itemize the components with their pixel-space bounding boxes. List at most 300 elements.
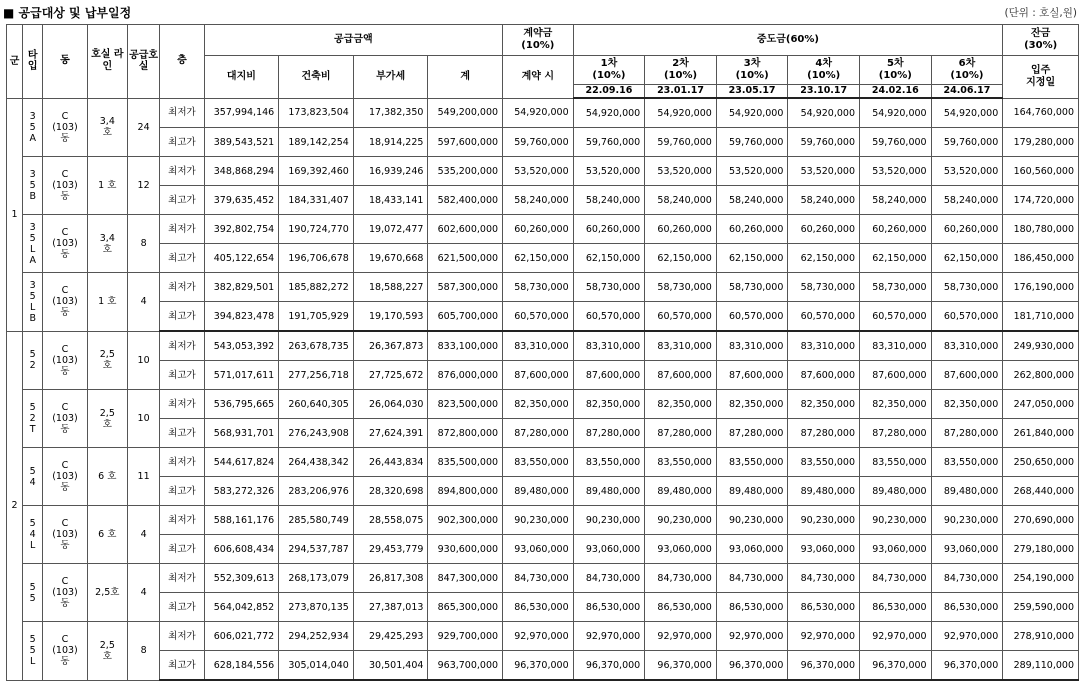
installment-cell: 58,240,000 [931, 186, 1003, 215]
total-cell: 876,000,000 [428, 361, 503, 390]
building-cost-cell: 189,142,254 [279, 128, 354, 157]
installment-cell: 58,730,000 [645, 273, 717, 302]
vat-cell: 26,817,308 [353, 564, 428, 593]
floor-cell: 최저가 [160, 622, 204, 651]
installment-cell: 60,570,000 [788, 302, 860, 332]
type-cell: 5 5 L [23, 622, 43, 681]
installment-cell: 89,480,000 [645, 477, 717, 506]
floor-cell: 최고가 [160, 535, 204, 564]
balance-cell: 181,710,000 [1003, 302, 1079, 332]
balance-cell: 261,840,000 [1003, 419, 1079, 448]
total-cell: 872,800,000 [428, 419, 503, 448]
header-installment-1: 1차 (10%) [573, 56, 645, 85]
building-cost-cell: 184,331,407 [279, 186, 354, 215]
supply-count-cell: 10 [127, 331, 159, 390]
total-cell: 929,700,000 [428, 622, 503, 651]
line-cell: 2,5호 [87, 564, 127, 622]
floor-cell: 최고가 [160, 186, 204, 215]
header-balance-sub: 입주 지정일 [1003, 56, 1079, 99]
line-cell: 3,4 호 [87, 215, 127, 273]
table-row [7, 593, 1079, 622]
supply-count-cell: 12 [127, 157, 159, 215]
installment-cell: 60,260,000 [931, 215, 1003, 244]
type-cell: 3 5 L A [23, 215, 43, 273]
installment-cell: 93,060,000 [716, 535, 788, 564]
group-cell: 1 [7, 98, 23, 331]
installment-cell: 93,060,000 [788, 535, 860, 564]
vat-cell: 18,588,227 [353, 273, 428, 302]
installment-cell: 62,150,000 [788, 244, 860, 273]
vat-cell: 17,382,350 [353, 98, 428, 128]
installment-cell: 83,310,000 [860, 331, 932, 361]
deposit-cell: 58,240,000 [503, 186, 574, 215]
building-cell: C (103) 동 [43, 564, 87, 622]
installment-cell: 59,760,000 [645, 128, 717, 157]
vat-cell: 19,170,593 [353, 302, 428, 332]
installment-cell: 90,230,000 [931, 506, 1003, 535]
building-cell: C (103) 동 [43, 448, 87, 506]
installment-cell: 62,150,000 [716, 244, 788, 273]
installment-cell: 82,350,000 [788, 390, 860, 419]
title-bar [0, 0, 1085, 22]
installment-cell: 92,970,000 [645, 622, 717, 651]
installment-cell: 89,480,000 [716, 477, 788, 506]
installment-cell: 83,550,000 [860, 448, 932, 477]
installment-cell: 87,600,000 [716, 361, 788, 390]
installment-cell: 89,480,000 [860, 477, 932, 506]
floor-cell: 최고가 [160, 477, 204, 506]
installment-cell: 86,530,000 [860, 593, 932, 622]
installment-cell: 96,370,000 [788, 651, 860, 681]
header-deposit-sub: 계약 시 [503, 56, 574, 99]
balance-cell: 176,190,000 [1003, 273, 1079, 302]
building-cost-cell: 285,580,749 [279, 506, 354, 535]
installment-cell: 58,730,000 [931, 273, 1003, 302]
type-cell: 3 5 B [23, 157, 43, 215]
vat-cell: 30,501,404 [353, 651, 428, 681]
floor-cell: 최고가 [160, 302, 204, 332]
installment-cell: 92,970,000 [860, 622, 932, 651]
land-cell: 583,272,326 [204, 477, 279, 506]
balance-cell: 259,590,000 [1003, 593, 1079, 622]
land-cell: 568,931,701 [204, 419, 279, 448]
total-cell: 605,700,000 [428, 302, 503, 332]
installment-cell: 87,600,000 [860, 361, 932, 390]
installment-cell: 60,260,000 [860, 215, 932, 244]
type-cell: 5 4 L [23, 506, 43, 564]
installment-cell: 54,920,000 [788, 98, 860, 128]
header-middle-payment: 중도금(60%) [573, 25, 1003, 56]
vat-cell: 26,064,030 [353, 390, 428, 419]
header-type: 타입 [23, 25, 43, 99]
installment-cell: 84,730,000 [573, 564, 645, 593]
installment-cell: 58,240,000 [788, 186, 860, 215]
land-cell: 536,795,665 [204, 390, 279, 419]
installment-cell: 54,920,000 [716, 98, 788, 128]
installment-cell: 92,970,000 [788, 622, 860, 651]
building-cost-cell: 260,640,305 [279, 390, 354, 419]
table-row [7, 651, 1079, 681]
installment-cell: 60,570,000 [645, 302, 717, 332]
total-cell: 535,200,000 [428, 157, 503, 186]
installment-cell: 96,370,000 [931, 651, 1003, 681]
total-cell: 833,100,000 [428, 331, 503, 361]
supply-count-cell: 10 [127, 390, 159, 448]
line-cell: 6 호 [87, 448, 127, 506]
building-cell: C (103) 동 [43, 98, 87, 157]
deposit-cell: 87,600,000 [503, 361, 574, 390]
installment-cell: 82,350,000 [645, 390, 717, 419]
installment-cell: 93,060,000 [931, 535, 1003, 564]
floor-cell: 최저가 [160, 448, 204, 477]
supply-schedule-table [6, 24, 1079, 681]
land-cell: 552,309,613 [204, 564, 279, 593]
installment-cell: 92,970,000 [573, 622, 645, 651]
vat-cell: 29,425,293 [353, 622, 428, 651]
installment-cell: 59,760,000 [716, 128, 788, 157]
table-row [7, 186, 1079, 215]
header-installment-5: 5차 (10%) [860, 56, 932, 85]
deposit-cell: 96,370,000 [503, 651, 574, 681]
installment-cell: 58,240,000 [645, 186, 717, 215]
type-cell: 3 5 A [23, 98, 43, 157]
installment-cell: 53,520,000 [645, 157, 717, 186]
installment-cell: 87,280,000 [931, 419, 1003, 448]
installment-cell: 89,480,000 [788, 477, 860, 506]
building-cell: C (103) 동 [43, 157, 87, 215]
installment-cell: 87,600,000 [573, 361, 645, 390]
installment-cell: 53,520,000 [788, 157, 860, 186]
table-row [7, 98, 1079, 128]
installment-cell: 60,260,000 [645, 215, 717, 244]
type-cell: 3 5 L B [23, 273, 43, 332]
deposit-cell: 62,150,000 [503, 244, 574, 273]
building-cost-cell: 264,438,342 [279, 448, 354, 477]
header-line: 호실 라인 [87, 25, 127, 99]
table-row [7, 622, 1079, 651]
installment-cell: 96,370,000 [645, 651, 717, 681]
installment-cell: 93,060,000 [573, 535, 645, 564]
installment-cell: 58,240,000 [860, 186, 932, 215]
installment-cell: 87,280,000 [788, 419, 860, 448]
building-cost-cell: 191,705,929 [279, 302, 354, 332]
balance-cell: 279,180,000 [1003, 535, 1079, 564]
building-cell: C (103) 동 [43, 622, 87, 681]
installment-cell: 89,480,000 [573, 477, 645, 506]
line-cell: 2,5 호 [87, 390, 127, 448]
total-cell: 902,300,000 [428, 506, 503, 535]
table-row [7, 273, 1079, 302]
balance-cell: 262,800,000 [1003, 361, 1079, 390]
header-date-5: 24.02.16 [860, 85, 932, 99]
type-cell: 5 2 T [23, 390, 43, 448]
building-cost-cell: 173,823,504 [279, 98, 354, 128]
installment-cell: 90,230,000 [788, 506, 860, 535]
supply-count-cell: 24 [127, 98, 159, 157]
header-balance: 잔금 (30%) [1003, 25, 1079, 56]
deposit-cell: 54,920,000 [503, 98, 574, 128]
building-cost-cell: 305,014,040 [279, 651, 354, 681]
land-cell: 628,184,556 [204, 651, 279, 681]
building-cost-cell: 276,243,908 [279, 419, 354, 448]
header-supply-count: 공급호실 [127, 25, 159, 99]
installment-cell: 86,530,000 [788, 593, 860, 622]
balance-cell: 174,720,000 [1003, 186, 1079, 215]
installment-cell: 82,350,000 [573, 390, 645, 419]
header-building: 동 [43, 25, 87, 99]
table-row [7, 448, 1079, 477]
balance-cell: 160,560,000 [1003, 157, 1079, 186]
building-cell: C (103) 동 [43, 331, 87, 390]
installment-cell: 59,760,000 [931, 128, 1003, 157]
table-row [7, 331, 1079, 361]
supply-count-cell: 8 [127, 215, 159, 273]
installment-cell: 83,310,000 [931, 331, 1003, 361]
installment-cell: 83,310,000 [788, 331, 860, 361]
installment-cell: 84,730,000 [860, 564, 932, 593]
building-cell: C (103) 동 [43, 273, 87, 332]
installment-cell: 58,240,000 [573, 186, 645, 215]
building-cost-cell: 294,537,787 [279, 535, 354, 564]
installment-cell: 60,260,000 [573, 215, 645, 244]
building-cell: C (103) 동 [43, 215, 87, 273]
floor-cell: 최고가 [160, 244, 204, 273]
floor-cell: 최저가 [160, 564, 204, 593]
installment-cell: 59,760,000 [573, 128, 645, 157]
land-cell: 379,635,452 [204, 186, 279, 215]
installment-cell: 82,350,000 [716, 390, 788, 419]
header-land: 대지비 [204, 56, 279, 99]
line-cell: 2,5 호 [87, 331, 127, 390]
type-cell: 5 2 [23, 331, 43, 390]
deposit-cell: 83,550,000 [503, 448, 574, 477]
installment-cell: 82,350,000 [931, 390, 1003, 419]
floor-cell: 최고가 [160, 593, 204, 622]
installment-cell: 90,230,000 [573, 506, 645, 535]
installment-cell: 87,280,000 [716, 419, 788, 448]
installment-cell: 62,150,000 [931, 244, 1003, 273]
table-row [7, 302, 1079, 332]
unit-note: (단위 : 호실,원) [1004, 7, 1077, 19]
line-cell: 2,5 호 [87, 622, 127, 681]
installment-cell: 53,520,000 [931, 157, 1003, 186]
table-row [7, 419, 1079, 448]
total-cell: 865,300,000 [428, 593, 503, 622]
building-cost-cell: 196,706,678 [279, 244, 354, 273]
deposit-cell: 92,970,000 [503, 622, 574, 651]
vat-cell: 18,433,141 [353, 186, 428, 215]
total-cell: 835,500,000 [428, 448, 503, 477]
floor-cell: 최고가 [160, 128, 204, 157]
building-cell: C (103) 동 [43, 506, 87, 564]
type-cell: 5 5 [23, 564, 43, 622]
installment-cell: 54,920,000 [931, 98, 1003, 128]
deposit-cell: 89,480,000 [503, 477, 574, 506]
total-cell: 823,500,000 [428, 390, 503, 419]
total-cell: 930,600,000 [428, 535, 503, 564]
header-installment-4: 4차 (10%) [788, 56, 860, 85]
installment-cell: 60,260,000 [716, 215, 788, 244]
installment-cell: 60,260,000 [788, 215, 860, 244]
installment-cell: 59,760,000 [788, 128, 860, 157]
total-cell: 597,600,000 [428, 128, 503, 157]
installment-cell: 53,520,000 [860, 157, 932, 186]
installment-cell: 93,060,000 [645, 535, 717, 564]
deposit-cell: 86,530,000 [503, 593, 574, 622]
floor-cell: 최고가 [160, 419, 204, 448]
line-cell: 3,4 호 [87, 98, 127, 157]
land-cell: 348,868,294 [204, 157, 279, 186]
installment-cell: 58,730,000 [788, 273, 860, 302]
table-row [7, 390, 1079, 419]
installment-cell: 83,550,000 [931, 448, 1003, 477]
building-cost-cell: 268,173,079 [279, 564, 354, 593]
vat-cell: 18,914,225 [353, 128, 428, 157]
vat-cell: 27,387,013 [353, 593, 428, 622]
installment-cell: 89,480,000 [931, 477, 1003, 506]
balance-cell: 179,280,000 [1003, 128, 1079, 157]
land-cell: 405,122,654 [204, 244, 279, 273]
installment-cell: 87,600,000 [931, 361, 1003, 390]
balance-cell: 268,440,000 [1003, 477, 1079, 506]
vat-cell: 27,725,672 [353, 361, 428, 390]
total-cell: 963,700,000 [428, 651, 503, 681]
balance-cell: 254,190,000 [1003, 564, 1079, 593]
land-cell: 543,053,392 [204, 331, 279, 361]
installment-cell: 87,280,000 [573, 419, 645, 448]
land-cell: 382,829,501 [204, 273, 279, 302]
installment-cell: 60,570,000 [931, 302, 1003, 332]
installment-cell: 86,530,000 [716, 593, 788, 622]
installment-cell: 60,570,000 [716, 302, 788, 332]
land-cell: 571,017,611 [204, 361, 279, 390]
header-date-1: 22.09.16 [573, 85, 645, 99]
land-cell: 606,021,772 [204, 622, 279, 651]
installment-cell: 53,520,000 [573, 157, 645, 186]
installment-cell: 92,970,000 [931, 622, 1003, 651]
installment-cell: 86,530,000 [931, 593, 1003, 622]
installment-cell: 96,370,000 [716, 651, 788, 681]
installment-cell: 96,370,000 [573, 651, 645, 681]
installment-cell: 86,530,000 [573, 593, 645, 622]
installment-cell: 82,350,000 [860, 390, 932, 419]
deposit-cell: 60,570,000 [503, 302, 574, 332]
supply-count-cell: 4 [127, 273, 159, 332]
installment-cell: 83,550,000 [788, 448, 860, 477]
total-cell: 587,300,000 [428, 273, 503, 302]
header-group: 군 [7, 25, 23, 99]
balance-cell: 186,450,000 [1003, 244, 1079, 273]
deposit-cell: 83,310,000 [503, 331, 574, 361]
installment-cell: 84,730,000 [788, 564, 860, 593]
installment-cell: 60,570,000 [573, 302, 645, 332]
vat-cell: 19,072,477 [353, 215, 428, 244]
page-title: ■ 공급대상 및 납부일정 [3, 6, 132, 20]
supply-count-cell: 4 [127, 564, 159, 622]
installment-cell: 62,150,000 [860, 244, 932, 273]
deposit-cell: 59,760,000 [503, 128, 574, 157]
supply-count-cell: 11 [127, 448, 159, 506]
balance-cell: 247,050,000 [1003, 390, 1079, 419]
header-installment-2: 2차 (10%) [645, 56, 717, 85]
land-cell: 564,042,852 [204, 593, 279, 622]
installment-cell: 83,310,000 [645, 331, 717, 361]
land-cell: 606,608,434 [204, 535, 279, 564]
installment-cell: 87,600,000 [645, 361, 717, 390]
installment-cell: 83,310,000 [573, 331, 645, 361]
header-installment-3: 3차 (10%) [716, 56, 788, 85]
table-body [7, 98, 1079, 680]
building-cell: C (103) 동 [43, 390, 87, 448]
floor-cell: 최저가 [160, 390, 204, 419]
vat-cell: 29,453,779 [353, 535, 428, 564]
floor-cell: 최저가 [160, 215, 204, 244]
line-cell: 1 호 [87, 157, 127, 215]
installment-cell: 62,150,000 [573, 244, 645, 273]
supply-count-cell: 4 [127, 506, 159, 564]
header-total: 계 [428, 56, 503, 99]
land-cell: 394,823,478 [204, 302, 279, 332]
building-cost-cell: 273,870,135 [279, 593, 354, 622]
balance-cell: 164,760,000 [1003, 98, 1079, 128]
vat-cell: 28,558,075 [353, 506, 428, 535]
vat-cell: 26,367,873 [353, 331, 428, 361]
building-cost-cell: 283,206,976 [279, 477, 354, 506]
installment-cell: 84,730,000 [931, 564, 1003, 593]
installment-cell: 86,530,000 [645, 593, 717, 622]
installment-cell: 84,730,000 [716, 564, 788, 593]
balance-cell: 270,690,000 [1003, 506, 1079, 535]
floor-cell: 최저가 [160, 157, 204, 186]
total-cell: 582,400,000 [428, 186, 503, 215]
installment-cell: 93,060,000 [860, 535, 932, 564]
installment-cell: 58,730,000 [573, 273, 645, 302]
header-vat: 부가세 [353, 56, 428, 99]
header-date-4: 23.10.17 [788, 85, 860, 99]
table-row [7, 506, 1079, 535]
header-floor: 층 [160, 25, 204, 99]
installment-cell: 92,970,000 [716, 622, 788, 651]
balance-cell: 249,930,000 [1003, 331, 1079, 361]
vat-cell: 28,320,698 [353, 477, 428, 506]
table-row [7, 477, 1079, 506]
installment-cell: 87,280,000 [645, 419, 717, 448]
installment-cell: 83,550,000 [716, 448, 788, 477]
table-row [7, 361, 1079, 390]
header-building-cost: 건축비 [279, 56, 354, 99]
table-row [7, 535, 1079, 564]
total-cell: 621,500,000 [428, 244, 503, 273]
header-supply-price: 공급금액 [204, 25, 502, 56]
installment-cell: 83,550,000 [645, 448, 717, 477]
building-cost-cell: 294,252,934 [279, 622, 354, 651]
vat-cell: 26,443,834 [353, 448, 428, 477]
balance-cell: 250,650,000 [1003, 448, 1079, 477]
vat-cell: 16,939,246 [353, 157, 428, 186]
land-cell: 389,543,521 [204, 128, 279, 157]
vat-cell: 19,670,668 [353, 244, 428, 273]
type-cell: 5 4 [23, 448, 43, 506]
floor-cell: 최저가 [160, 98, 204, 128]
installment-cell: 54,920,000 [860, 98, 932, 128]
installment-cell: 90,230,000 [860, 506, 932, 535]
installment-cell: 60,570,000 [860, 302, 932, 332]
installment-cell: 59,760,000 [860, 128, 932, 157]
installment-cell: 58,730,000 [860, 273, 932, 302]
header-deposit: 계약금 (10%) [503, 25, 574, 56]
total-cell: 549,200,000 [428, 98, 503, 128]
deposit-cell: 82,350,000 [503, 390, 574, 419]
